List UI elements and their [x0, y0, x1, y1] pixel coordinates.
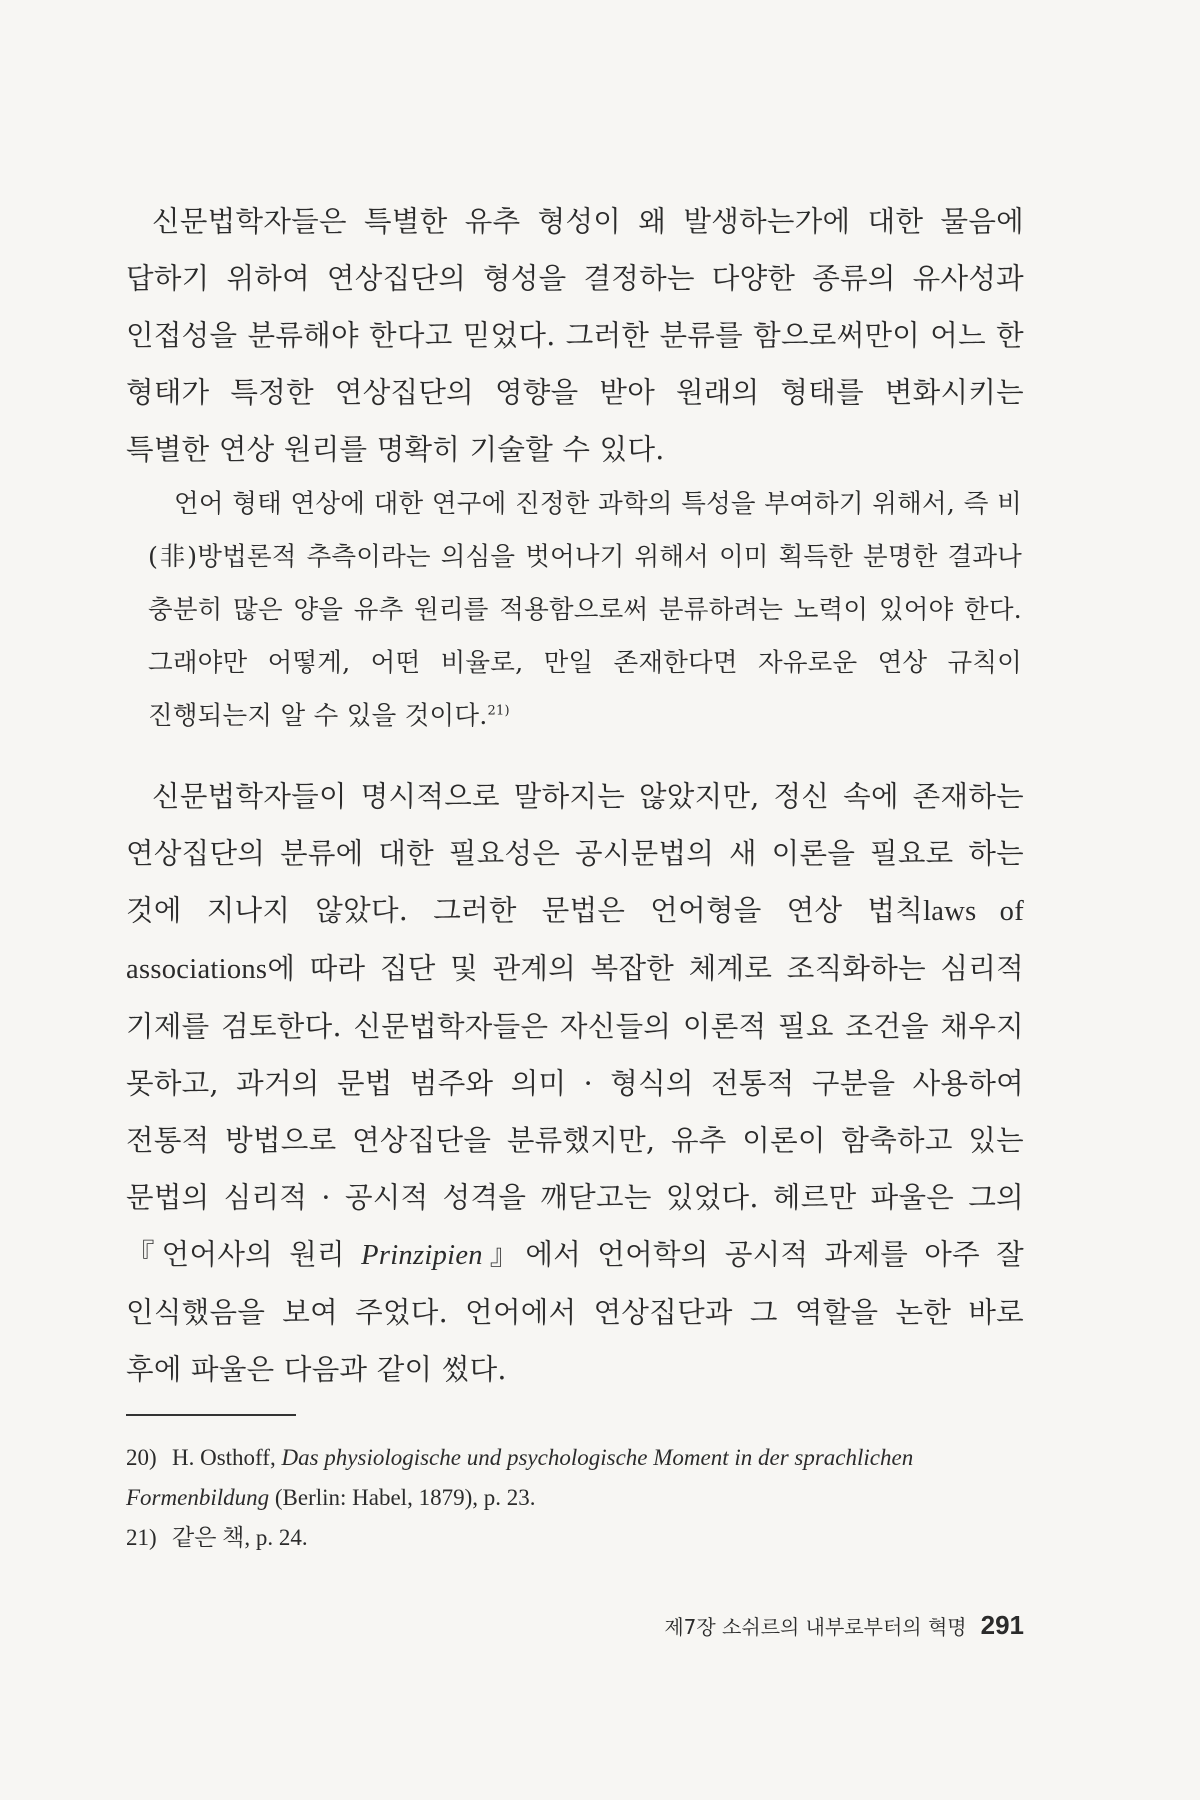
footnote-20	[126, 1438, 1026, 1518]
footnote-21-text: 같은 책, p. 24.	[172, 1525, 308, 1550]
footnote-reference-21: 21)	[487, 703, 510, 719]
chapter-title: 제7장 소쉬르의 내부로부터의 혁명	[664, 1615, 967, 1639]
footnote-divider	[126, 1414, 296, 1416]
block-quote	[148, 478, 1022, 743]
paragraph-1-text: 신문법학자들은 특별한 유추 형성이 왜 발생하는가에 대한 물음에 답하기 위하여 연상집단의 형성을 결정하는 다양한 종류의 유사성과 인접성을 분류해야 한다고 믿었다. 그러한 분류를 함으로써만이 어느 한 형태가 특정한 연상집단의 영향을 받아 원래의 형태를 변화시키는 특별한 연상 원리를 명확히 기술할 수 있다.	[126, 205, 1024, 466]
prinzipien-title: Prinzipien	[361, 1240, 483, 1271]
footnote-20-title: Das physiologische und psychologische Moment in der sprachlichen Formenbildung	[126, 1445, 914, 1510]
body-paragraph-1	[126, 193, 1024, 478]
footnote-20-publication: (Berlin: Habel, 1879), p. 23.	[274, 1485, 536, 1510]
body-paragraph-2	[126, 768, 1024, 1398]
quote-text: 언어 형태 연상에 대한 연구에 진정한 과학의 특성을 부여하기 위해서, 즉 비(非)방법론적 추측이라는 의심을 벗어나기 위해서 이미 획득한 분명한 결과나 충분히 많은 양을 유추 원리를 적용함으로써 분류하려는 노력이 있어야 한다. 그래야만 어떻게, 어떤 비율로, 만일 존재한다면 자유로운 연상 규칙이 진행되는지 알 수 있을 것이다.	[148, 489, 1022, 731]
footnote-21	[126, 1518, 1026, 1558]
page-number: 291	[980, 1610, 1024, 1640]
paragraph-2-text-a: 신문법학자들이 명시적으로 말하지는 않았지만, 정신 속에 존재하는 연상집단의 분류에 대한 필요성은 공시문법의 새 이론을 필요로 하는 것에 지나지 않았다. 그러한 문법은 언어형을 연상 법칙	[126, 780, 1024, 927]
footnote-21-number: 21)	[126, 1525, 157, 1550]
footnote-20-line	[126, 1438, 1026, 1518]
running-footer	[664, 1610, 1024, 1641]
paragraph-2-text-e: 』에서 언어학의 공시적 과제를 아주 잘 인식했음을 보여 주었다. 언어에서 연상집단과 그 역할을 논한 바로 후에 파울은 다음과 같이 썼다.	[126, 1238, 1024, 1386]
footnote-20-author: H. Osthoff,	[172, 1445, 276, 1470]
paragraph-2-text-c: 에 따라 집단 및 관계의 복잡한 체계로 조직화하는 심리적 기제를 검토한다. 신문법학자들은 자신들의 이론적 필요 조건을 채우지 못하고, 과거의 문법 범주와 의미 · 형식의 전통적 구분을 사용하여 전통적 방법으로 연상집단을 분류했지만, 유추 이론이 함축하고 있는 문법의 심리적 · 공시적 성격을 깨닫고는 있었다. 헤르만 파울은 그의 『언어사의 원리	[126, 952, 1024, 1271]
footnote-20-number: 20)	[126, 1445, 157, 1470]
laws-of-associations-term: laws of associations	[126, 896, 1024, 985]
